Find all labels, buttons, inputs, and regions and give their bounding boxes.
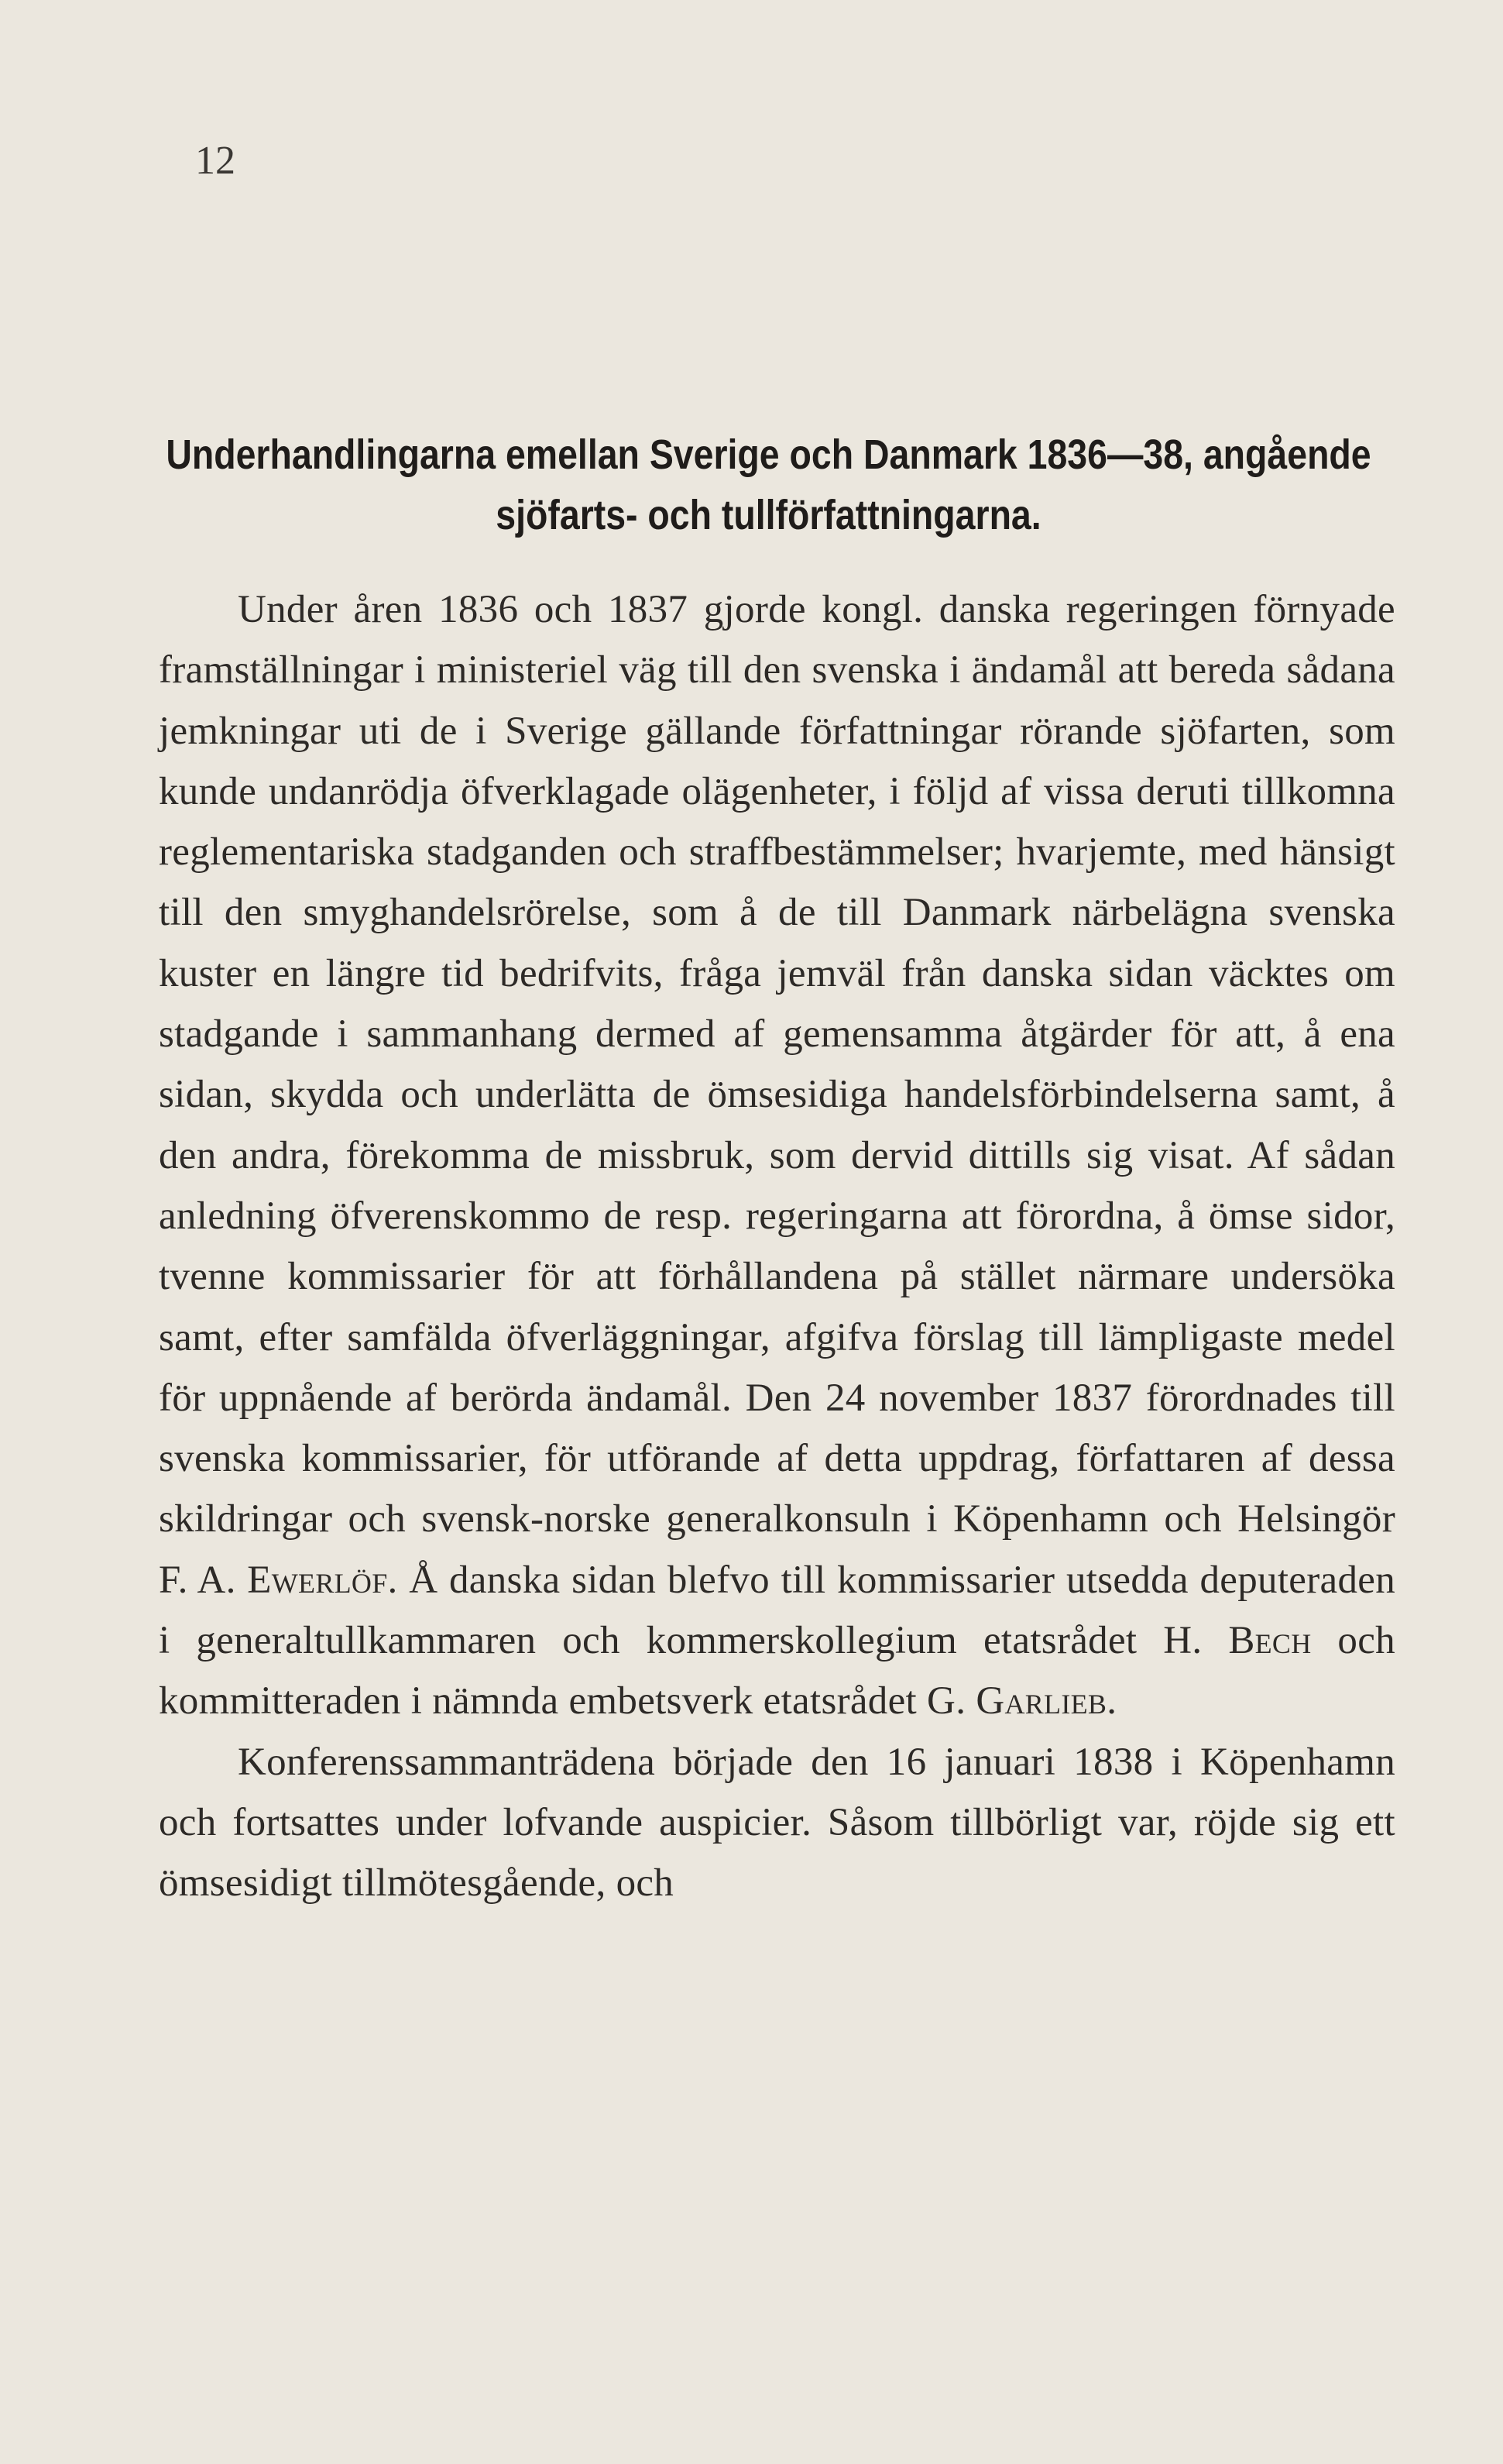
person-name-ewerlof: Ewerlöf [247,1558,388,1602]
paragraph-2: Konferenssammanträdena började den 16 januari 1838 i Köpenhamn och fortsattes under lofvande auspicier. Såsom tillbörligt var, röjde sig ett ömsesidigt tillmötesgående, och [159,1740,1395,1906]
paragraph-1-text-d: . [1107,1679,1117,1723]
paragraph-1-text-c: och kommitteraden i nämnda embetsverk etatsrådet G. [159,1619,1395,1723]
page-number: 12 [195,139,235,183]
paragraph-1-text-b: . Å danska sidan blefvo till kommissarier utsedda deputeraden i generaltullkammaren och kommerskollegium etatsrådet H. [159,1558,1396,1663]
person-name-garlieb: Garlieb [976,1679,1107,1723]
person-name-bech: Bech [1228,1619,1312,1663]
body-text [159,579,1395,1914]
paragraph-1-text-a: Under åren 1836 och 1837 gjorde kongl. danska regeringen förnyade framställningar i ministeriel väg till den svenska i ändamål att bereda sådana jemkningar uti de i Sverige gällande författningar rörande sjöfarten, som kunde undanrödja öfverklagade olägenheter, i följd af vissa deruti tillkomna reglementariska stadganden och straffbestämmelser; hvarjemte, med hänsigt till den smyghandelsrörelse, som å de till Danmark närbelägna svenska kuster en längre tid bedrifvits, fråga jemväl från danska sidan väcktes om stadgande i sammanhang dermed af gemensamma åtgärder för att, å ena sidan, skydda och underlätta de ömsesidiga handelsförbindelserna samt, å den andra, förekomma de missbruk, som dervid dittills sig visat. Af sådan anledning öfverenskommo de resp. regeringarna att förordna, å ömse sidor, tvenne kommissarier för att förhållandena på stället närmare undersöka samt, efter samfälda öfverläggningar, afgifva förslag till lämpligaste medel för uppnående af berörda ändamål. Den 24 november 1837 förordnades till svenska kommissarier, för utförande af detta uppdrag, författaren af dessa skildringar och svensk-norske generalkonsuln i Köpenhamn och Helsingör F. A. [159,588,1395,1602]
section-heading: Underhandlingarna emellan Sverige och Danmark 1836—38, angående sjöfarts- och tullförfattningarna. [166,431,1371,538]
paragraph-1 [159,579,1395,1732]
